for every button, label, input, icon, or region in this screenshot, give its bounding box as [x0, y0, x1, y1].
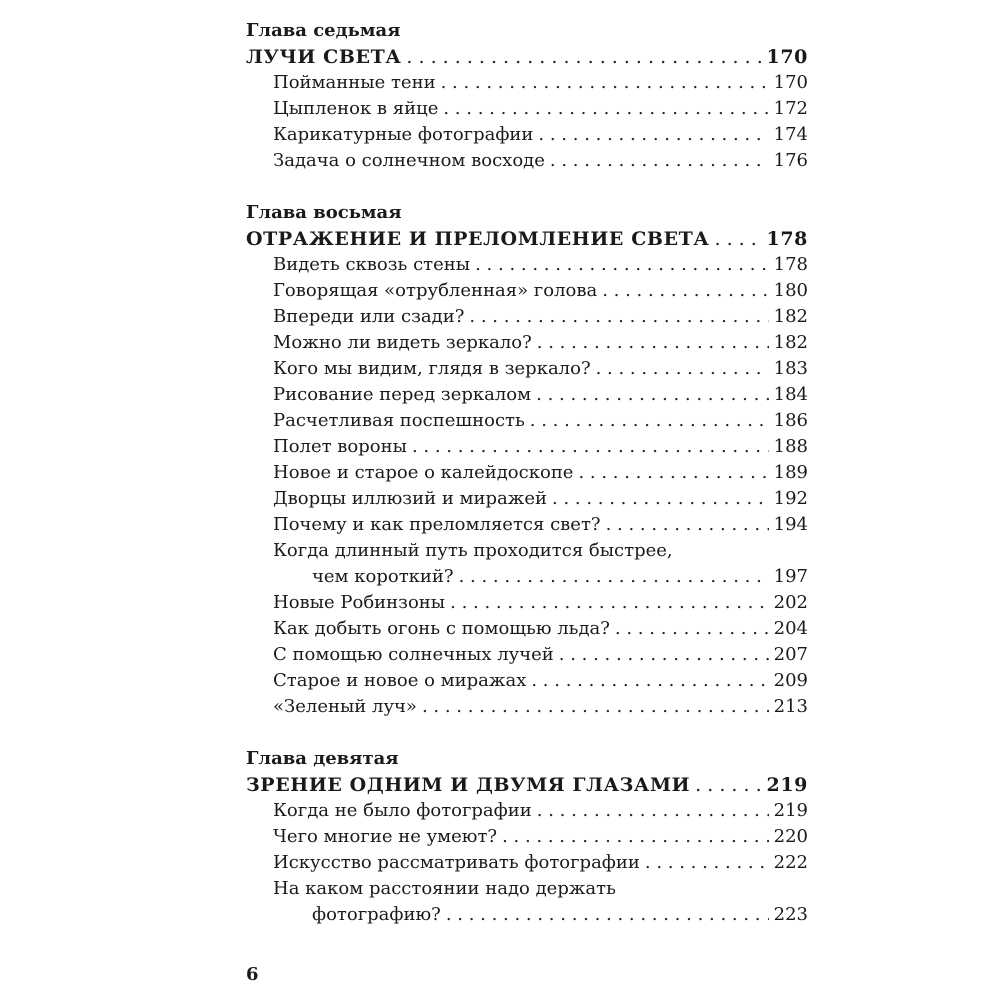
page-ref: 170: [773, 72, 808, 93]
chapter-section: [246, 746, 808, 928]
entry-title: Пойманные тени: [273, 72, 436, 93]
page-ref: 197: [773, 566, 808, 587]
entry-title-continuation: фотографию?: [312, 904, 441, 925]
entry-title: Новое и старое о калейдоскопе: [273, 462, 574, 483]
entry-title: Расчетливая поспешность: [273, 410, 525, 431]
entry-title: Дворцы иллюзий и миражей: [273, 488, 547, 509]
entry-title: Новые Робинзоны: [273, 592, 446, 613]
toc-entry: [246, 512, 808, 538]
page-ref: 188: [773, 436, 808, 457]
page-ref: 189: [773, 462, 808, 483]
dot-leader: [606, 512, 769, 538]
toc-entry: [246, 616, 808, 642]
chapter-title-entry: [246, 772, 808, 798]
dot-leader: [695, 772, 761, 798]
page-ref: 176: [773, 150, 808, 171]
toc-entry-continuation: [246, 902, 808, 928]
entry-title: С помощью солнечных лучей: [273, 644, 554, 665]
page-ref: 220: [773, 826, 808, 847]
dot-leader: [469, 304, 768, 330]
dot-leader: [450, 590, 769, 616]
dot-leader: [530, 408, 769, 434]
page-ref: 223: [773, 904, 808, 925]
page-ref: 213: [773, 696, 808, 717]
page-ref: 219: [766, 774, 808, 796]
entry-title: Цыпленок в яйце: [273, 98, 439, 119]
chapter-title-entry: [246, 44, 808, 70]
chapter-title: ОТРАЖЕНИЕ И ПРЕЛОМЛЕНИЕ СВЕТА: [246, 228, 710, 250]
dot-leader: [443, 96, 768, 122]
toc-entry: [246, 486, 808, 512]
page-ref: 172: [773, 98, 808, 119]
entry-title: Говорящая «отрубленная» голова: [273, 280, 598, 301]
page-ref: 204: [773, 618, 808, 639]
page-ref: 192: [773, 488, 808, 509]
page-ref: 170: [766, 46, 808, 68]
entry-title: Старое и новое о миражах: [273, 670, 527, 691]
chapter-title: ЛУЧИ СВЕТА: [246, 46, 402, 68]
page-ref: 184: [773, 384, 808, 405]
page-ref: 182: [773, 306, 808, 327]
toc-entry: [246, 668, 808, 694]
toc-entry: [246, 330, 808, 356]
dot-leader: [441, 70, 769, 96]
dot-leader: [412, 434, 769, 460]
entry-title: Карикатурные фотографии: [273, 124, 534, 145]
entry-title: Почему и как преломляется свет?: [273, 514, 601, 535]
dot-leader: [578, 460, 768, 486]
dot-leader: [596, 356, 769, 382]
chapter-title: ЗРЕНИЕ ОДНИМ И ДВУМЯ ГЛАЗАМИ: [246, 774, 691, 796]
chapter-title-entry: [246, 226, 808, 252]
dot-leader: [459, 564, 769, 590]
entry-title-continuation: чем короткий?: [312, 566, 454, 587]
toc-entry: [246, 850, 808, 876]
dot-leader: [446, 902, 769, 928]
chapter-section: [246, 18, 808, 174]
entry-title: Полет вороны: [273, 436, 407, 457]
page-ref: 219: [773, 800, 808, 821]
dot-leader: [552, 486, 769, 512]
toc-entry: [246, 304, 808, 330]
toc-entry: [246, 382, 808, 408]
entry-title: Искусство рассматривать фотографии: [273, 852, 640, 873]
dot-leader: [475, 252, 769, 278]
page-ref: 180: [773, 280, 808, 301]
dot-leader: [615, 616, 769, 642]
entry-title: На каком расстоянии надо держать: [273, 878, 616, 899]
entry-title: Когда длинный путь проходится быстрее,: [273, 540, 673, 561]
dot-leader: [714, 226, 761, 252]
toc-entry: [246, 434, 808, 460]
toc-entry: [246, 148, 808, 174]
page-ref: 174: [773, 124, 808, 145]
chapter-label: Глава восьмая: [246, 202, 402, 223]
toc-entry-continuation: [246, 564, 808, 590]
entry-title: Рисование перед зеркалом: [273, 384, 532, 405]
chapter-section: [246, 200, 808, 720]
toc-entry-multiline: [246, 538, 808, 590]
dot-leader: [422, 694, 769, 720]
dot-leader: [536, 382, 769, 408]
dot-leader: [538, 122, 768, 148]
page-ref: 178: [766, 228, 808, 250]
dot-leader: [550, 148, 769, 174]
dot-leader: [645, 850, 769, 876]
chapter-label: Глава седьмая: [246, 20, 401, 41]
page-ref: 186: [773, 410, 808, 431]
toc-entry: [246, 590, 808, 616]
table-of-contents: [246, 18, 808, 928]
dot-leader: [559, 642, 769, 668]
toc-entry: [246, 278, 808, 304]
dot-leader: [602, 278, 768, 304]
page-ref: 207: [773, 644, 808, 665]
toc-entry-multiline: [246, 876, 808, 928]
entry-title: Задача о солнечном восходе: [273, 150, 545, 171]
toc-entry: [246, 642, 808, 668]
entry-title: «Зеленый луч»: [273, 696, 417, 717]
dot-leader: [502, 824, 769, 850]
dot-leader: [537, 798, 769, 824]
entry-title: Можно ли видеть зеркало?: [273, 332, 532, 353]
toc-entry: [246, 252, 808, 278]
page-ref: 222: [773, 852, 808, 873]
entry-title: Кого мы видим, глядя в зеркало?: [273, 358, 591, 379]
page-ref: 202: [773, 592, 808, 613]
toc-entry: [246, 96, 808, 122]
page-ref: 178: [773, 254, 808, 275]
toc-entry: [246, 694, 808, 720]
toc-entry: [246, 356, 808, 382]
dot-leader: [406, 44, 761, 70]
entry-title: Когда не было фотографии: [273, 800, 532, 821]
dot-leader: [531, 668, 768, 694]
entry-title: Впереди или сзади?: [273, 306, 465, 327]
toc-entry: [246, 122, 808, 148]
entry-title: Видеть сквозь стены: [273, 254, 471, 275]
page-ref: 183: [773, 358, 808, 379]
chapter-label: Глава девятая: [246, 748, 399, 769]
page-ref: 182: [773, 332, 808, 353]
toc-entry: [246, 408, 808, 434]
toc-entry: [246, 824, 808, 850]
page-number: 6: [246, 964, 259, 985]
toc-entry: [246, 70, 808, 96]
entry-title: Чего многие не умеют?: [273, 826, 498, 847]
page-ref: 194: [773, 514, 808, 535]
entry-title: Как добыть огонь с помощью льда?: [273, 618, 610, 639]
dot-leader: [537, 330, 769, 356]
page-ref: 209: [773, 670, 808, 691]
toc-entry: [246, 460, 808, 486]
toc-entry: [246, 798, 808, 824]
